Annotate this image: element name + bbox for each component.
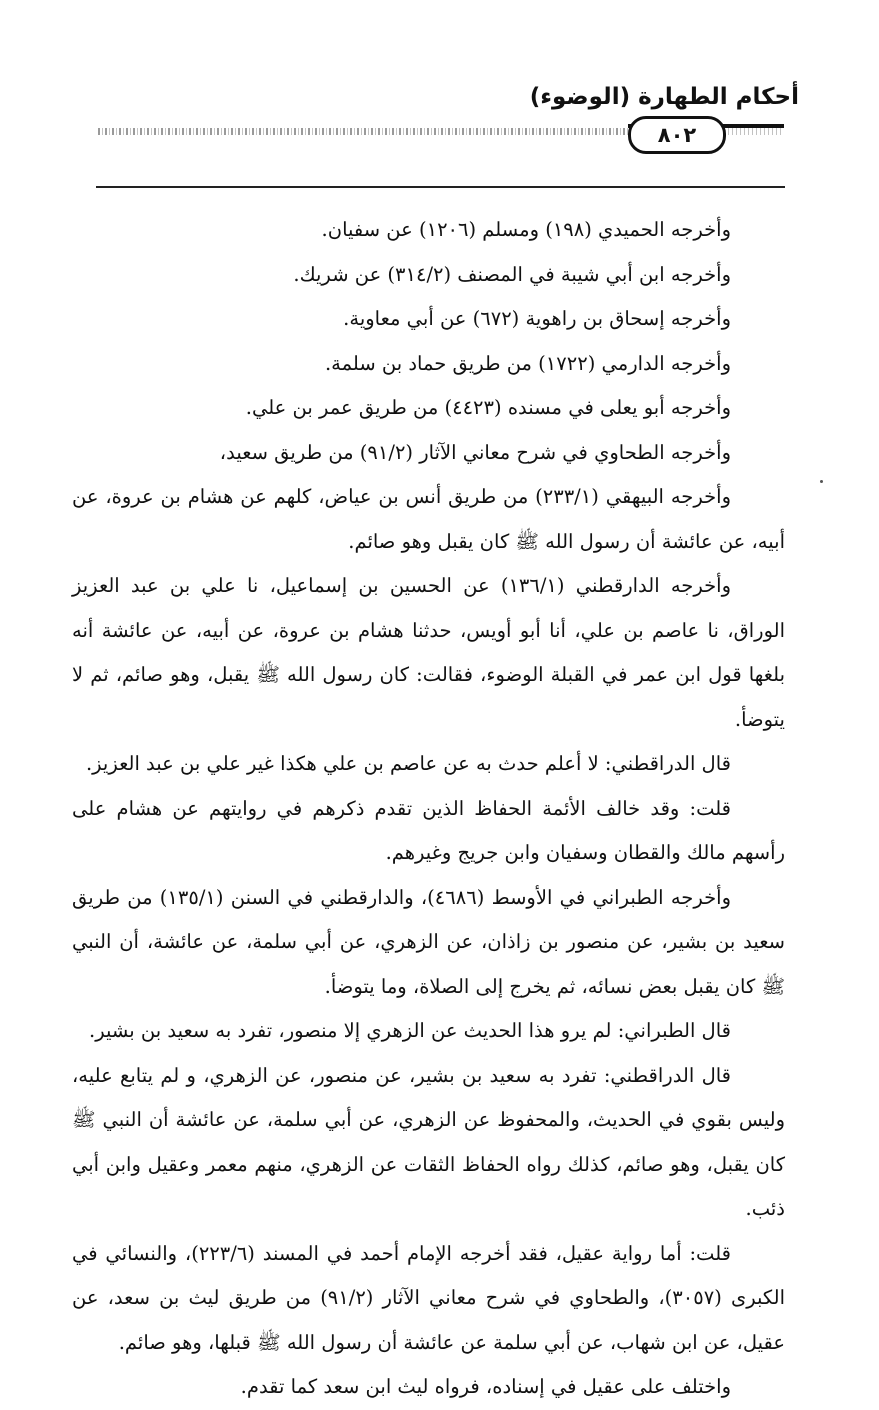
page-header bbox=[0, 0, 879, 200]
paragraph: وأخرجه الدارمي (١٧٢٢) من طريق حماد بن سلمة. bbox=[324, 351, 731, 375]
paragraph: واختلف على عقيل في إسناده، فرواه ليث ابن سعد كما تقدم. bbox=[240, 1375, 731, 1398]
header-ornament-rule bbox=[98, 128, 628, 135]
paragraph: قلت: أما رواية عقيل، فقد أخرجه الإمام أحمد في المسند (٢٢٣/٦)، والنسائي في الكبرى (٣٠٥٧)، والطحاوي في شرح معاني الآثار (٩١/٢) من طريق ليث بن سعد، عن عقيل، عن ابن شهاب، عن أبي سلمة عن عائشة أن رسول الله ﷺ قبلها، وهو صائم. bbox=[72, 1241, 785, 1354]
running-title: أحكام الطهارة (الوضوء) bbox=[529, 84, 799, 110]
header-ornament-rule-right bbox=[720, 128, 784, 135]
paragraph: قال الدراقطني: تفرد به سعيد بن بشير، عن منصور، عن الزهري، و لم يتابع عليه، وليس بقوي في الحديث، والمحفوظ عن الزهري، عن أبي سلمة، عن عائشة أن النبي ﷺ كان يقبل، وهو صائم، كذلك رواه الحفاظ الثقات عن الزهري، منهم معمر وعقيل وابن أبي ذئب. bbox=[72, 1063, 785, 1220]
page-number: ٨٠٢ bbox=[628, 116, 726, 154]
paragraph: وأخرجه الطبراني في الأوسط (٤٦٨٦)، والدارقطني في السنن (١٣٥/١) من طريق سعيد بن بشير، عن منصور بن زاذان، عن الزهري، عن أبي سلمة، عن عائشة، أن النبي ﷺ كان يقبل بعض نسائه، ثم يخرج إلى الصلاة، وما يتوضأ. bbox=[72, 885, 785, 998]
paragraph: وأخرجه ابن أبي شيبة في المصنف (٣١٤/٢) عن شريك. bbox=[293, 262, 731, 286]
paragraph: وأخرجه الطحاوي في شرح معاني الآثار (٩١/٢) من طريق سعيد، bbox=[219, 440, 731, 464]
paragraph: قال الطبراني: لم يرو هذا الحديث عن الزهري إلا منصور، تفرد به سعيد بن بشير. bbox=[89, 1019, 731, 1042]
paragraph: وأخرجه إسحاق بن راهوية (٦٧٢) عن أبي معاوية. bbox=[343, 307, 731, 330]
header-divider bbox=[96, 186, 785, 188]
paragraph: قال الدراقطني: لا أعلم حدث به عن عاصم بن علي هكذا غير علي بن عبد العزيز. bbox=[85, 752, 731, 775]
paragraph: وأخرجه الحميدي (١٩٨) ومسلم (١٢٠٦) عن سفيان. bbox=[321, 218, 731, 241]
page-body bbox=[72, 208, 785, 1410]
scan-speck bbox=[820, 480, 823, 483]
paragraph: وأخرجه أبو يعلى في مسنده (٤٤٢٣) من طريق عمر بن علي. bbox=[245, 396, 731, 419]
paragraph: قلت: وقد خالف الأئمة الحفاظ الذين تقدم ذكرهم في روايتهم عن هشام على رأسهم مالك والقطان وسفيان وابن جريج وغيرهم. bbox=[72, 796, 785, 864]
paragraph: وأخرجه البيهقي (٢٣٣/١) من طريق أنس بن عياض، كلهم عن هشام بن عروة، عن أبيه، عن عائشة أن رسول الله ﷺ كان يقبل وهو صائم. bbox=[72, 485, 785, 553]
paragraph: وأخرجه الدارقطني (١٣٦/١) عن الحسين بن إسماعيل، نا علي بن عبد العزيز الوراق، نا عاصم بن علي، أنا أبو أويس، حدثنا هشام بن عروة، عن أبيه، عن عائشة أنه بلغها قول ابن عمر في القبلة الوضوء، فقالت: كان رسول الله ﷺ يقبل، وهو صائم، ثم لا يتوضأ. bbox=[72, 574, 785, 731]
